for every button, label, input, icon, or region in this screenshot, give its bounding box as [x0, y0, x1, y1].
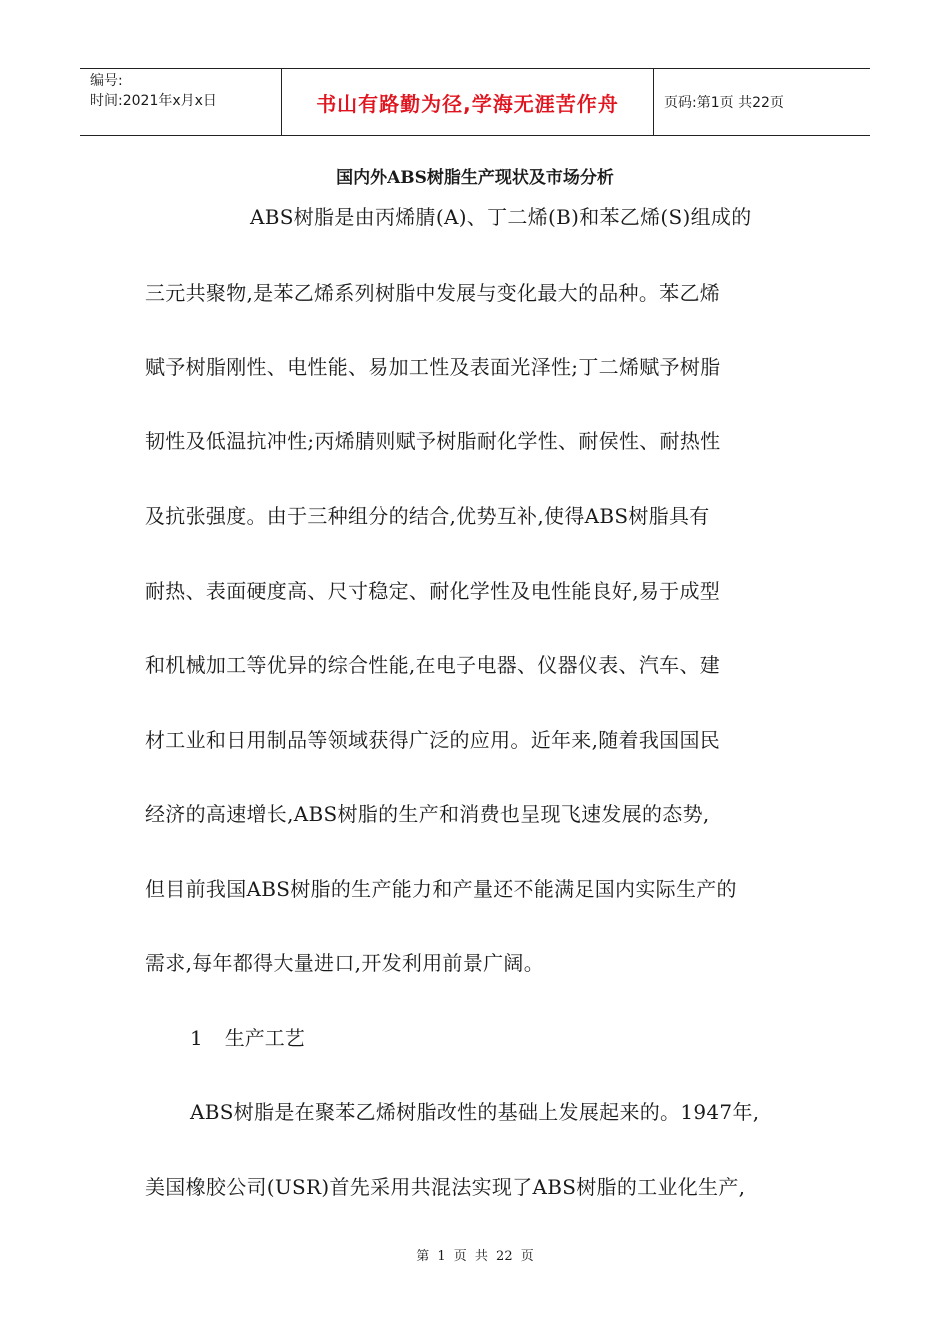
page-footer: 第 1 页 共 22 页 [416, 1249, 534, 1264]
header-motto: 书山有路勤为径,学海无涯苦作舟 [316, 91, 619, 116]
header-meta [80, 69, 282, 135]
body-line: 和机械加工等优异的综合性能,在电子电器、仪器仪表、汽车、建 [145, 653, 721, 677]
header-motto-cell [282, 69, 654, 135]
body-line: ABS树脂是在聚苯乙烯树脂改性的基础上发展起来的。1947年, [190, 1100, 760, 1124]
page-header [80, 68, 870, 136]
body-line: 经济的高速增长,ABS树脂的生产和消费也呈现飞速发展的态势, [145, 802, 710, 826]
section-title: 生产工艺 [224, 1026, 305, 1050]
header-page-info: 页码:第1页 共22页 [664, 95, 784, 111]
header-time-label: 时间:2021年x月x日 [90, 93, 217, 109]
body-line: 韧性及低温抗冲性;丙烯腈则赋予树脂耐化学性、耐侯性、耐热性 [145, 429, 721, 453]
body-line: 耐热、表面硬度高、尺寸稳定、耐化学性及电性能良好,易于成型 [145, 579, 721, 603]
section-number: 1 [190, 1026, 203, 1050]
document-title: 国内外ABS树脂生产现状及市场分析 [336, 168, 614, 188]
body-line: 材工业和日用制品等领域获得广泛的应用。近年来,随着我国国民 [145, 728, 721, 752]
body-line: 赋予树脂刚性、电性能、易加工性及表面光泽性;丁二烯赋予树脂 [145, 355, 721, 379]
body-line: 及抗张强度。由于三种组分的结合,优势互补,使得ABS树脂具有 [145, 504, 710, 528]
body-line: 三元共聚物,是苯乙烯系列树脂中发展与变化最大的品种。苯乙烯 [145, 281, 721, 305]
body-line: 需求,每年都得大量进口,开发利用前景广阔。 [145, 951, 545, 975]
body-line: 美国橡胶公司(USR)首先采用共混法实现了ABS树脂的工业化生产, [145, 1175, 746, 1199]
header-number-label: 编号: [90, 73, 123, 89]
section-heading [190, 1025, 305, 1051]
body-line: 但目前我国ABS树脂的生产能力和产量还不能满足国内实际生产的 [145, 877, 737, 901]
body-line: ABS树脂是由丙烯腈(A)、丁二烯(B)和苯乙烯(S)组成的 [250, 205, 752, 229]
